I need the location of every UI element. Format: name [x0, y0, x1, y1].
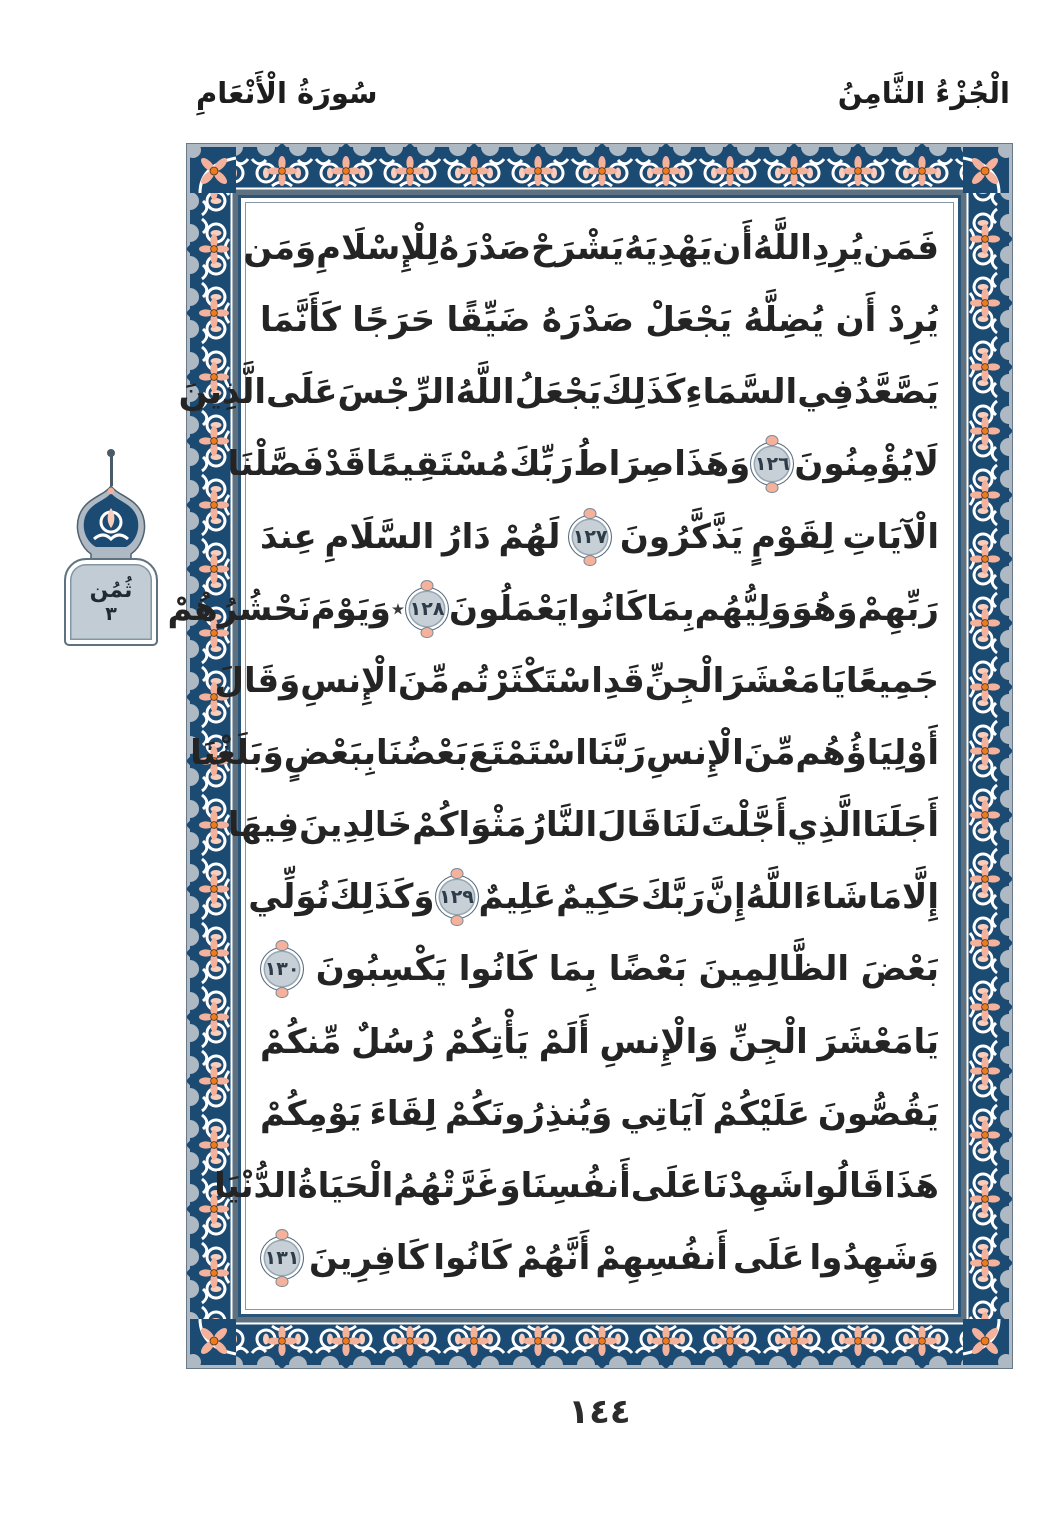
quran-word: السَّلَامِ: [324, 516, 435, 557]
decorated-frame: [167, 143, 1013, 1369]
quran-word: الْجِنِّ: [644, 660, 725, 701]
verse-line: [260, 502, 939, 572]
quran-word: حَكِيمٌ: [556, 877, 641, 918]
quran-text-frame: [167, 195, 961, 1317]
quran-word: الدُّنْيَا: [214, 1165, 298, 1206]
quran-word: يَهْدِيَهُ: [624, 228, 713, 268]
quran-word: اسْتَكْثَرْتُم: [449, 660, 603, 701]
quran-word: الرِّجْسَ: [337, 372, 456, 413]
quran-word: خَالِدِينَ: [299, 805, 413, 846]
quran-word: يَجْعَلُ: [514, 372, 602, 413]
quran-word: أَنَّهُمْ: [516, 1237, 591, 1278]
quran-word: إِلَّا: [902, 877, 939, 918]
quran-word: بَعْضًا: [608, 949, 687, 990]
quran-word: رَبِّهِمْ: [857, 588, 939, 629]
page-number: ١٤٤: [568, 1392, 631, 1432]
quran-word: إِنَّ: [704, 877, 746, 918]
thumn-crest-icon: [67, 484, 155, 568]
quran-word: كَأَنَّمَا: [260, 300, 341, 341]
quran-word: عَلَيْكُمْ: [712, 1093, 810, 1134]
verse-line: [260, 1223, 939, 1293]
quran-word: الَّذِي: [787, 805, 863, 846]
quran-word: يَأْتِكُمْ: [444, 1021, 529, 1062]
quran-word: كَافِرِينَ: [309, 1237, 429, 1278]
quran-word: مُسْتَقِيمًا: [365, 444, 510, 485]
aya-marker: ١٣١: [260, 1236, 304, 1280]
quran-word: لَا: [913, 444, 939, 485]
quran-word: حَرَجًا: [352, 300, 436, 341]
verse-line: [260, 285, 939, 355]
quran-word: أَن: [835, 300, 877, 341]
quran-word: لَهُمْ: [498, 516, 561, 557]
quran-word: يَامَعْشَرَ: [724, 660, 846, 701]
quran-word: رُسُلٌ: [351, 1021, 435, 1062]
thumn-number: ٣: [105, 602, 117, 625]
verse-lines: [167, 203, 953, 1309]
quran-word: جَمِيعًا: [845, 660, 939, 701]
verse-line: [260, 934, 939, 1004]
quran-word: مَا: [868, 877, 903, 918]
surah-title: سُورَةُ الْأَنْعَامِ: [196, 76, 378, 110]
quran-word: اللَّهُ: [455, 372, 515, 413]
quran-word: أَنفُسِهِمْ: [595, 1237, 728, 1278]
quran-word: وَمَن: [243, 228, 317, 268]
quran-word: وَبَلَغْنَا: [190, 732, 284, 773]
quran-word: بِمَا: [646, 588, 695, 629]
border-band-right: [963, 143, 1013, 1369]
quran-word: هَذَا: [884, 1165, 939, 1206]
quran-word: فِيهَا: [227, 805, 300, 846]
quran-word: ضَيِّقًا: [446, 300, 531, 341]
quran-word: مِّنَ: [398, 660, 450, 701]
border-band-top: [186, 143, 1013, 193]
quran-word: وَهَذَا: [674, 444, 751, 485]
quran-word: يُرِدْ: [887, 300, 939, 341]
quran-word: قَالَ: [597, 805, 662, 846]
quran-word: وَيَوْمَ: [310, 588, 391, 629]
quran-word: أَلَمْ: [538, 1021, 590, 1062]
quran-word: قَدْ: [323, 444, 366, 485]
verse-line: [167, 574, 939, 644]
quran-word: عِندَ: [260, 516, 317, 557]
quran-word: يُضِلَّهُ: [743, 300, 825, 341]
quran-word: بَعْضَ: [860, 949, 939, 990]
quran-word: وَهُوَ: [791, 588, 858, 629]
aya-marker: ١٢٩: [435, 875, 479, 919]
quran-word: فَصَّلْنَا: [227, 444, 324, 485]
quran-word: مِّنكُمْ: [260, 1021, 342, 1062]
quran-word: قَالُوا: [803, 1165, 885, 1206]
verse-line: [178, 357, 939, 427]
quran-word: وَغَرَّتْهُمُ: [393, 1165, 521, 1206]
quran-text-frame-inner: [167, 202, 954, 1310]
verse-line: [260, 1007, 939, 1077]
aya-marker: ١٣٠: [260, 947, 304, 991]
quran-word: يُؤْمِنُونَ: [794, 444, 914, 485]
verse-line: [214, 1151, 939, 1221]
quran-word: شَهِدْنَا: [702, 1165, 804, 1206]
quran-word: وَيُنذِرُونَكُمْ: [444, 1093, 613, 1134]
quran-word: يَقُصُّونَ: [817, 1093, 939, 1134]
quran-word: نُوَلِّي: [248, 877, 330, 918]
quran-word: يَامَعْشَرَ: [817, 1021, 939, 1062]
quran-word: كَذَلِكَ: [601, 372, 686, 413]
quran-word: وَشَهِدُوا: [809, 1237, 939, 1278]
quran-word: بِبَعْضٍ: [283, 732, 376, 773]
quran-word: وَالْإِنسِ: [599, 1021, 719, 1062]
quran-word: أَجَّلْتَ: [701, 805, 788, 846]
quran-word: أَجَلَنَا: [862, 805, 939, 846]
quran-word: يَشْرَحْ: [531, 228, 625, 268]
quran-word: نَحْشُرُهُمْ: [167, 588, 311, 629]
quran-word: كَانُوا: [458, 949, 538, 990]
quran-word: الَّذِينَ: [178, 372, 267, 413]
quran-word: الْآيَاتِ: [842, 516, 939, 557]
quran-word: شَاءَ: [804, 877, 869, 918]
quran-word: لِقَوْمٍ: [751, 516, 835, 557]
quran-word: بَعْضُنَا: [375, 732, 469, 773]
quran-word: رَبَّكَ: [640, 877, 705, 918]
quran-word: عَلَى: [630, 1165, 703, 1206]
quran-word: أَنفُسِنَا: [520, 1165, 631, 1206]
quran-word: بِمَا: [548, 949, 598, 990]
quran-word: دَارُ: [442, 516, 491, 557]
quran-word: قَدِ: [602, 660, 645, 701]
quran-word: لِقَاءَ: [369, 1093, 437, 1134]
quran-word: أَن: [712, 228, 754, 268]
verse-line: [260, 1079, 939, 1149]
thumn-star-icon: ٭: [390, 593, 406, 624]
quran-word: لَنَا: [661, 805, 702, 846]
quran-word: وَكَذَلِكَ: [329, 877, 435, 918]
quran-word: لِلْإِسْلَامِ: [316, 228, 439, 268]
quran-word: مَثْوَاكُمْ: [412, 805, 527, 846]
quran-word: يَعْمَلُونَ: [449, 588, 569, 629]
quran-word: يُرِدِ: [811, 228, 864, 268]
border-band-bottom: [186, 1319, 1013, 1369]
thumn-body: [64, 558, 158, 646]
quran-word: اللَّهُ: [753, 228, 812, 268]
quran-word: الظَّالِمِينَ: [698, 949, 849, 990]
quran-word: عَلِيمٌ: [478, 877, 557, 918]
quran-word: مِّنَ: [743, 732, 796, 773]
aya-marker: ١٢٧: [568, 515, 612, 559]
aya-marker: ١٢٨: [405, 587, 449, 631]
quran-word: عَلَى: [732, 1237, 805, 1278]
quran-word: فِي: [797, 372, 854, 413]
quran-word: اسْتَمْتَعَ: [468, 732, 587, 773]
quran-word: آيَاتِي: [620, 1093, 705, 1134]
verse-line: [214, 646, 939, 716]
quran-word: الْجِنِّ: [728, 1021, 808, 1062]
quran-word: كَانُوا: [433, 1237, 512, 1278]
quran-word: صِرَاطُ: [573, 444, 675, 485]
verse-line: [243, 213, 939, 283]
aya-marker: ١٢٦: [750, 442, 794, 486]
thumn-stem: [110, 456, 113, 486]
quran-word: يَصَّعَّدُ: [853, 372, 939, 413]
quran-word: النَّارُ: [526, 805, 598, 846]
quran-word: يَجْعَلْ: [645, 300, 733, 341]
thumn-marker: [60, 456, 162, 646]
quran-word: فَمَن: [863, 228, 939, 268]
verse-line: [227, 429, 939, 499]
thumn-label: ثُمُن: [89, 578, 133, 604]
verse-line: [248, 862, 939, 932]
juz-title: الْجُزْءُ الثَّامِنُ: [837, 76, 1010, 110]
quran-word: صَدْرَهُ: [438, 228, 532, 268]
quran-word: عَلَى: [266, 372, 338, 413]
quran-word: الْحَيَاةُ: [297, 1165, 394, 1206]
quran-word: وَقَالَ: [214, 660, 301, 701]
quran-word: الْإِنسِ: [645, 732, 744, 773]
quran-word: رَبَّنَا: [586, 732, 646, 773]
quran-word: كَانُوا: [568, 588, 647, 629]
quran-word: أَوْلِيَاؤُهُم: [795, 732, 939, 773]
verse-line: [190, 718, 939, 788]
verse-line: [227, 790, 939, 860]
quran-word: يَوْمِكُمْ: [260, 1093, 362, 1134]
quran-word: الْإِنسِ: [300, 660, 399, 701]
quran-word: يَذَّكَّرُونَ: [619, 516, 744, 557]
quran-word: رَبِّكَ: [509, 444, 574, 485]
quran-word: يَكْسِبُونَ: [315, 949, 448, 990]
quran-word: وَلِيُّهُم: [694, 588, 792, 629]
quran-word: اللَّهُ: [745, 877, 805, 918]
quran-word: صَدْرَهُ: [541, 300, 634, 341]
quran-word: السَّمَاءِ: [685, 372, 798, 413]
